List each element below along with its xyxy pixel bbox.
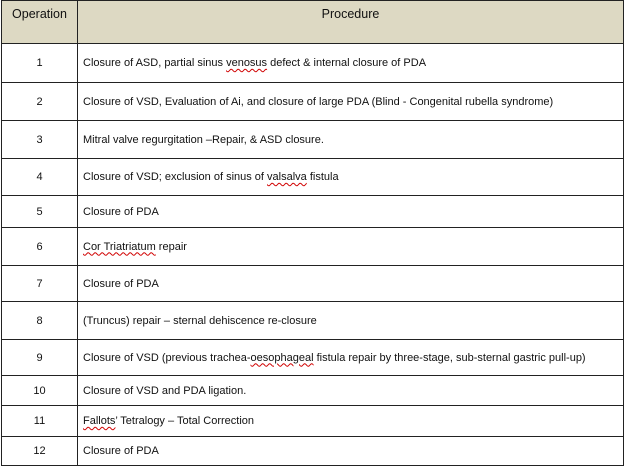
operation-number: 12	[2, 437, 78, 466]
procedure-text: Mitral valve regurgitation –Repair, & ASD closure.	[83, 133, 324, 146]
procedure-column-header: Procedure	[78, 1, 624, 44]
operation-number: 4	[2, 159, 78, 196]
procedure-cell	[78, 83, 624, 121]
operation-number: 3	[2, 121, 78, 159]
procedure-text: Closure of PDA	[83, 445, 159, 457]
table-row	[2, 196, 624, 228]
procedure-cell	[78, 376, 624, 406]
table-row	[2, 44, 624, 83]
spellcheck-word: valsalva	[267, 171, 307, 183]
procedure-cell	[78, 228, 624, 266]
procedure-cell	[78, 159, 624, 196]
procedure-text: Closure of VSD and PDA ligation.	[83, 384, 247, 397]
spellcheck-word: Cor Triatriatum	[83, 240, 156, 253]
operation-number: 1	[2, 44, 78, 83]
procedure-text: Closure of PDA	[83, 205, 159, 218]
procedure-cell	[78, 302, 624, 340]
procedure-cell	[78, 121, 624, 159]
table-row	[2, 121, 624, 159]
procedure-cell	[78, 44, 624, 83]
table-row	[2, 302, 624, 340]
table-row	[2, 159, 624, 196]
header-row	[2, 1, 624, 44]
procedure-text: ’ Tetralogy – Total Correction	[115, 415, 254, 427]
procedure-cell	[78, 196, 624, 228]
procedure-text: defect & internal closure of PDA	[267, 57, 427, 69]
procedures-table	[1, 0, 624, 466]
table-row	[2, 376, 624, 406]
table-body	[2, 44, 624, 466]
procedure-text: fistula	[306, 171, 339, 183]
spellcheck-word: Fallots	[83, 415, 116, 427]
procedure-cell	[78, 406, 624, 437]
procedure-text: Closure of VSD; exclusion of sinus of	[83, 171, 268, 183]
procedure-text: (Truncus) repair – sternal dehiscence re-closure	[83, 314, 317, 327]
operation-number: 7	[2, 266, 78, 302]
operation-number: 9	[2, 340, 78, 376]
operation-number: 10	[2, 376, 78, 406]
procedure-text: Closure of VSD (previous trachea-	[83, 351, 251, 364]
table-row	[2, 228, 624, 266]
operation-number: 5	[2, 196, 78, 228]
procedure-cell	[78, 437, 624, 466]
spellcheck-word: oesophageal	[250, 351, 314, 364]
table-row	[2, 83, 624, 121]
procedure-text: repair	[155, 240, 187, 253]
operation-number: 2	[2, 83, 78, 121]
operation-number: 8	[2, 302, 78, 340]
table-row	[2, 266, 624, 302]
table-row	[2, 340, 624, 376]
operation-column-header: Operation	[2, 1, 78, 44]
operation-number: 11	[2, 406, 78, 437]
operation-number: 6	[2, 228, 78, 266]
procedure-text: Closure of ASD, partial sinus	[83, 57, 227, 69]
procedure-text: Closure of VSD, Evaluation of Ai, and closure of large PDA (Blind - Congenital rubella syndrome)	[83, 95, 554, 108]
procedure-cell	[78, 266, 624, 302]
procedure-text: Closure of PDA	[83, 277, 159, 290]
procedure-cell	[78, 340, 624, 376]
spellcheck-word: venosus	[226, 57, 268, 69]
table-row	[2, 406, 624, 437]
procedure-text: fistula repair by three-stage, sub-sternal gastric pull-up)	[313, 351, 586, 364]
table-row	[2, 437, 624, 466]
